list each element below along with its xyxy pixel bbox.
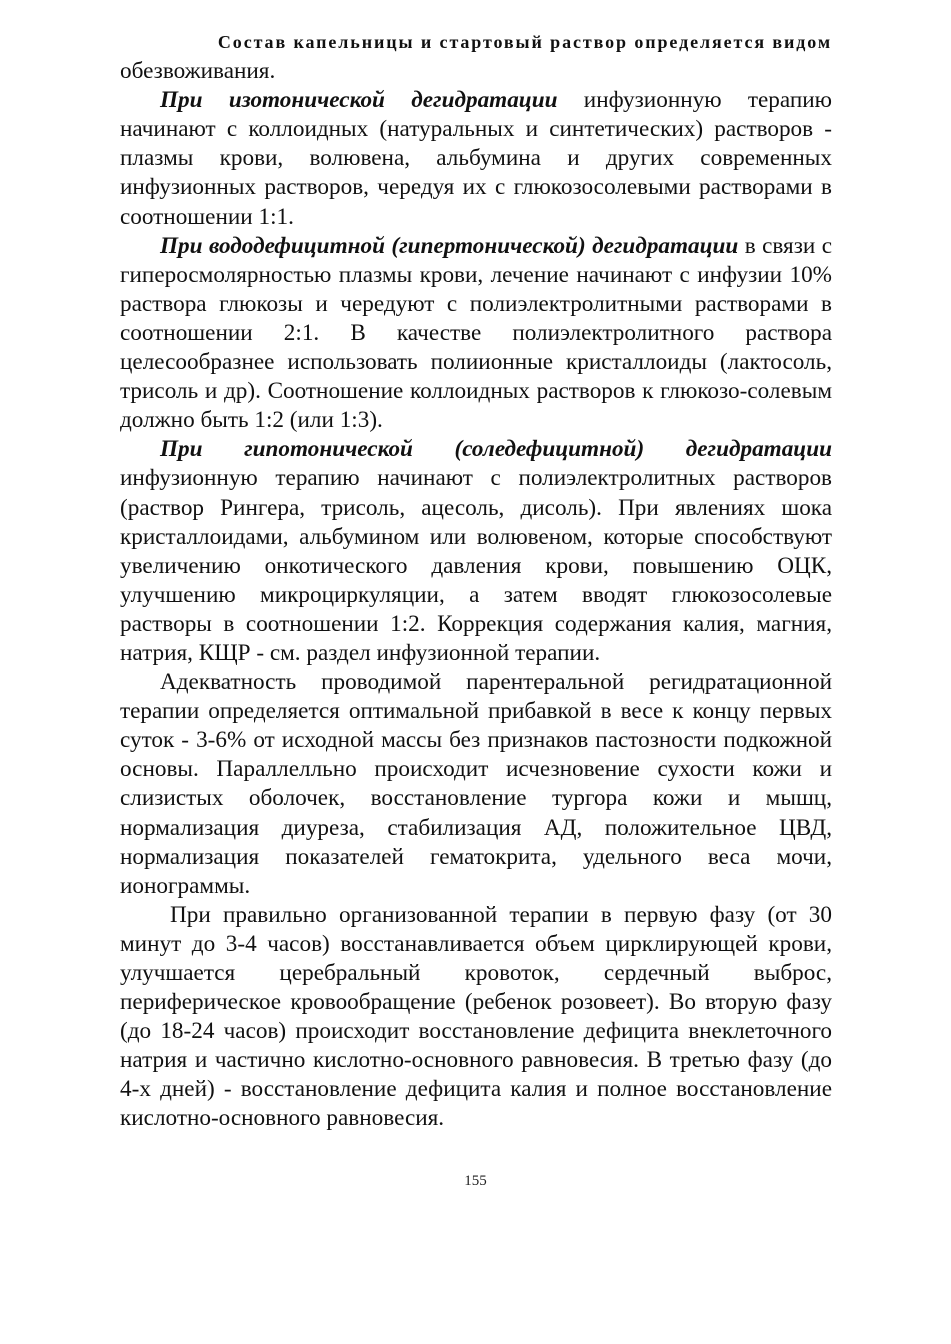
intro-rest: обезвоживания. — [120, 58, 276, 85]
intro-paragraph — [120, 28, 832, 86]
page-number: 155 — [464, 1173, 487, 1189]
emphasis-hypotonic: При гипотонической (соледефицитной) дегидратации — [160, 436, 832, 463]
paragraph-hypotonic — [120, 435, 832, 668]
page-body — [120, 28, 832, 1134]
text-hypertonic: в связи с гиперосмолярностью плазмы крови, лечение начинают с инфузии 10% раствора глюкозы и чередуют с полиэлектролитными растворами в соотношении 2:1. В качестве полиэлектролитного раствора целесообразнее использовать полиионные кристаллоиды (лактосоль, трисоль и др). Соотношение коллоидных растворов к глюкозо-солевым должно быть 1:2 (или 1:3). — [120, 232, 832, 434]
paragraph-hypertonic — [120, 232, 832, 436]
text-isotonic: инфузионную терапию начинают с коллоидных (натуральных и синтетических) растворов - плазмы крови, волювена, альбумина и других современных инфузионных растворов, чередуя их с глюкозосолевыми растворами в соотношении 1:1. — [120, 87, 832, 230]
text-adequacy: Адекватность проводимой парентеральной регидратационной терапии определяется оптимальной прибавкой в весе к концу первых суток - 3-6% от исходной массы без признаков пастозности подкожной основы. Параллелльно происходит исчезновение сухости кожи и слизистых оболочек, восстановление тургора кожи и мышц, нормализация диуреза, стабилизация АД, положительное ЦВД, нормализация показателей гематокрита, удельного веса мочи, ионограммы. — [120, 669, 832, 899]
text-phases: При правильно организованной терапии в первую фазу (от 30 минут до 3-4 часов) восстанавливается объем цирклирующей крови, улучшается церебральный кровоток, сердечный выброс, периферическое кровообращение (ребенок розовеет). Во вторую фазу (до 18-24 часов) происходит восстановление дефицита внеклеточного натрия и частично кислотно-основного равновесия. В третью фазу (до 4-х дней) - восстановление дефицита калия и полное восстановление кислотно-основного равновесия. — [120, 901, 832, 1132]
paragraph-adequacy — [120, 668, 832, 901]
paragraph-isotonic — [120, 86, 832, 231]
emphasis-hypertonic: При вододефицитной (гипертонической) дегидратации — [160, 232, 739, 259]
paragraph-phases — [120, 901, 832, 1134]
intro-lead-bold: Состав капельницы и стартовый раствор определяется видом — [217, 32, 832, 52]
text-hypotonic: инфузионную терапию начинают с полиэлектролитных растворов (раствор Рингера, трисоль, ацесоль, дисоль). При явлениях шока кристаллоидами, альбумином или волювеном, которые способствуют увеличению онкотического давления крови, повышению ОЦК, улучшению микроциркуляции, а затем вводят глюкозосолевые растворы в соотношении 1:2. Коррекция содержания калия, магния, натрия, КЩР - см. раздел инфузионной терапии. — [120, 465, 832, 666]
emphasis-isotonic: При изотонической дегидратации — [160, 87, 558, 114]
